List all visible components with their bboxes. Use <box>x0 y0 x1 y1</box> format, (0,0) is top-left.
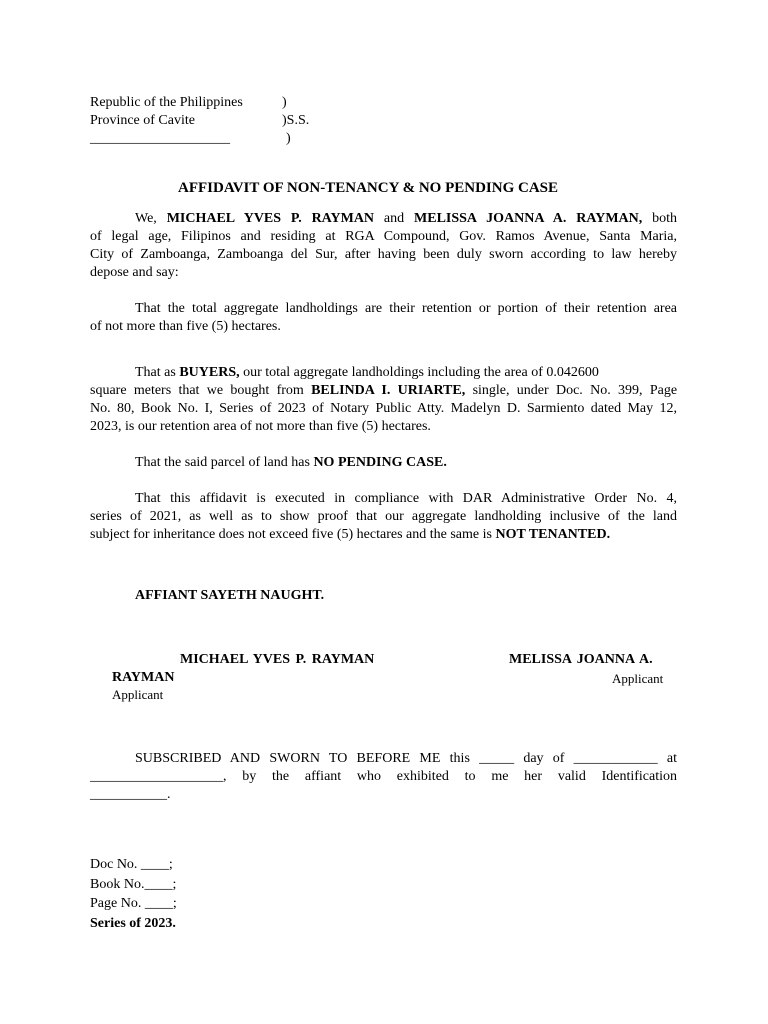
p4-line-3: subject for inheritance does not exceed five (5) hectares and the same is NOT TENANTED. <box>90 527 611 542</box>
document-title: AFFIDAVIT OF NON-TENANCY & NO PENDING CASE <box>178 180 559 196</box>
p2-line-1: That as BUYERS, our total aggregate landholdings including the area of 0.042600 <box>135 365 599 380</box>
p3-line: That the said parcel of land has NO PENDING CASE. <box>135 455 447 470</box>
venue-province: Province of Cavite <box>90 113 195 128</box>
venue-country: Republic of the Philippines <box>90 95 243 110</box>
venue-brackets <box>282 94 309 148</box>
p4-line-2: series of 2021, as well as to show proof that our aggregate landholding inclusive of the land <box>90 509 677 524</box>
signature-name-2: MELISSA JOANNA A. <box>509 652 653 667</box>
intro-line-4: depose and say: <box>90 265 179 280</box>
bracket-3: ) <box>286 131 291 146</box>
venue-block <box>90 94 243 148</box>
signature-name-1: MICHAEL YVES P. RAYMAN <box>180 652 375 667</box>
p4-line-1: That this affidavit is executed in compliance with DAR Administrative Order No. 4, <box>135 491 677 506</box>
jurat-line-1: SUBSCRIBED AND SWORN TO BEFORE ME this _____ day of ____________ at <box>135 751 677 766</box>
paragraph-retention <box>90 300 677 336</box>
affiant-name-2: MELISSA JOANNA A. RAYMAN, <box>414 211 643 226</box>
jurat-line-2: ___________________, by the affiant who exhibited to me her valid Identification <box>90 769 677 784</box>
affiant-name-1: MICHAEL YVES P. RAYMAN <box>166 211 375 226</box>
p2-line-3: No. 80, Book No. I, Series of 2023 of Notary Public Atty. Madelyn D. Sarmiento dated May 12, <box>90 401 677 416</box>
p2-line-4: 2023, is our retention area of not more than five (5) hectares. <box>90 419 431 434</box>
seller-name: BELINDA I. URIARTE, <box>311 383 466 398</box>
bracket-ss: )S.S. <box>282 113 310 128</box>
signature-role-2: Applicant <box>612 671 664 686</box>
p2-line-2: square meters that we bought from BELINDA I. URIARTE, single, under Doc. No. 399, Page <box>90 383 678 398</box>
p1-line-2: of not more than five (5) hectares. <box>90 319 281 334</box>
notary-page-no: Page No. ____; <box>90 896 177 911</box>
notary-block <box>90 855 177 933</box>
paragraph-no-pending-case <box>90 454 677 472</box>
intro-line-1: We, MICHAEL YVES P. RAYMAN and MELISSA JOANNA A. RAYMAN, both <box>135 211 678 226</box>
notary-series: Series of 2023. <box>90 915 176 931</box>
bracket-1: ) <box>282 95 287 110</box>
paragraph-compliance <box>90 490 677 544</box>
notary-doc-no: Doc No. ____; <box>90 857 173 872</box>
paragraph-buyers <box>90 364 677 436</box>
intro-paragraph <box>90 210 677 282</box>
jurat-line-3: ___________. <box>90 787 171 802</box>
p1-line-1: That the total aggregate landholdings are their retention or portion of their retention area <box>135 301 677 316</box>
signature-name-2-cont: RAYMAN <box>112 670 175 685</box>
intro-line-2: of legal age, Filipinos and residing at RGA Compound, Gov. Ramos Avenue, Santa Maria, <box>90 229 677 244</box>
closing-statement: AFFIANT SAYETH NAUGHT. <box>135 588 325 603</box>
jurat-paragraph <box>90 750 677 804</box>
intro-line-3: City of Zamboanga, Zamboanga del Sur, after having been duly sworn according to law hereby <box>90 247 677 262</box>
notary-book-no: Book No.____; <box>90 876 177 892</box>
venue-blank: ____________________ <box>90 131 230 146</box>
signature-role-1: Applicant <box>112 687 164 702</box>
